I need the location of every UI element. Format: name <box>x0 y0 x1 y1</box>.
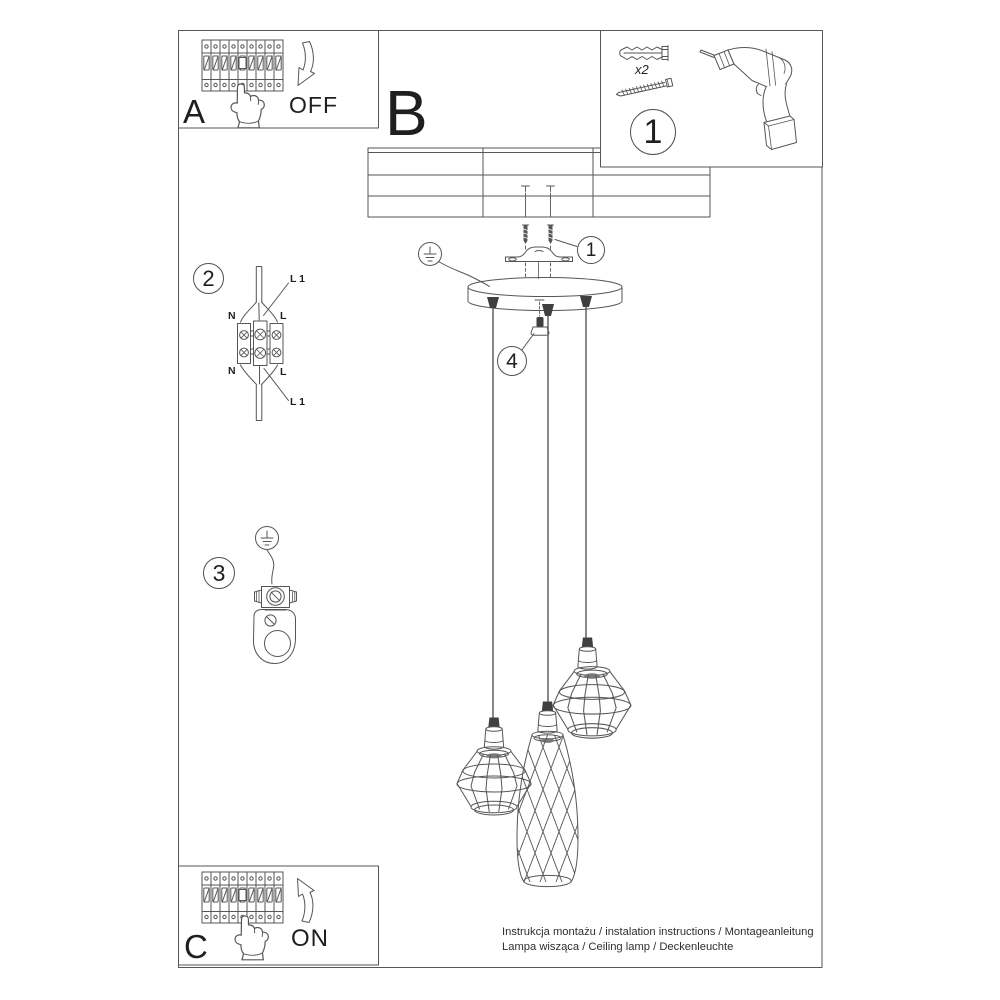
step-c-box <box>179 866 379 965</box>
pendant-lamp-left <box>457 718 531 816</box>
wiring-callout-badge: 2 <box>193 263 224 294</box>
screw-icon <box>523 225 529 244</box>
ground-leader <box>439 262 490 287</box>
step-a-box <box>179 31 379 129</box>
canopy-screw-callout-badge: 4 <box>497 346 527 376</box>
wiring-diagram <box>238 267 289 421</box>
bracket-callout-badge: 1 <box>577 236 605 264</box>
footer-line-2: Lampa wisząca / Ceiling lamp / Deckenleuchte <box>502 940 734 953</box>
lattice-pattern <box>393 726 677 890</box>
callout-4-leader <box>522 334 535 351</box>
parts-callout-badge: 1 <box>630 109 676 155</box>
step-b-label: B <box>385 77 428 149</box>
ceiling-canopy <box>468 278 622 351</box>
step-c-action-label: ON <box>291 925 329 952</box>
parts-box <box>601 31 823 168</box>
ground-symbol-icon <box>256 527 279 550</box>
wiring-label-l-top: L <box>280 310 287 322</box>
parts-quantity-label: x2 <box>635 62 649 77</box>
pendant-lamp-center <box>393 702 677 891</box>
grounding-callout-badge: 3 <box>203 557 235 589</box>
canopy-screw-icon <box>531 317 549 335</box>
step-c-label: C <box>184 928 208 965</box>
mounting-bracket <box>506 247 573 262</box>
grounding-detail <box>254 527 297 664</box>
step-a-label: A <box>183 93 206 130</box>
wiring-label-n-top: N <box>228 310 236 322</box>
mounting-assembly <box>506 186 578 279</box>
step-a-action-label: OFF <box>289 92 338 118</box>
wiring-label-l-bottom: L <box>280 366 287 378</box>
screw-icon <box>548 225 554 244</box>
callout-1-leader <box>555 240 577 247</box>
wiring-label-n-bottom: N <box>228 365 236 377</box>
pendant-lamp-right <box>553 638 631 739</box>
ground-symbol-icon <box>419 243 442 266</box>
wiring-label-l1-top: L 1 <box>290 273 305 285</box>
page-frame <box>179 31 823 968</box>
footer-line-1: Instrukcja montażu / instalation instructions / Montageanleitung <box>502 926 814 938</box>
wiring-label-l1-bottom: L 1 <box>290 396 305 408</box>
